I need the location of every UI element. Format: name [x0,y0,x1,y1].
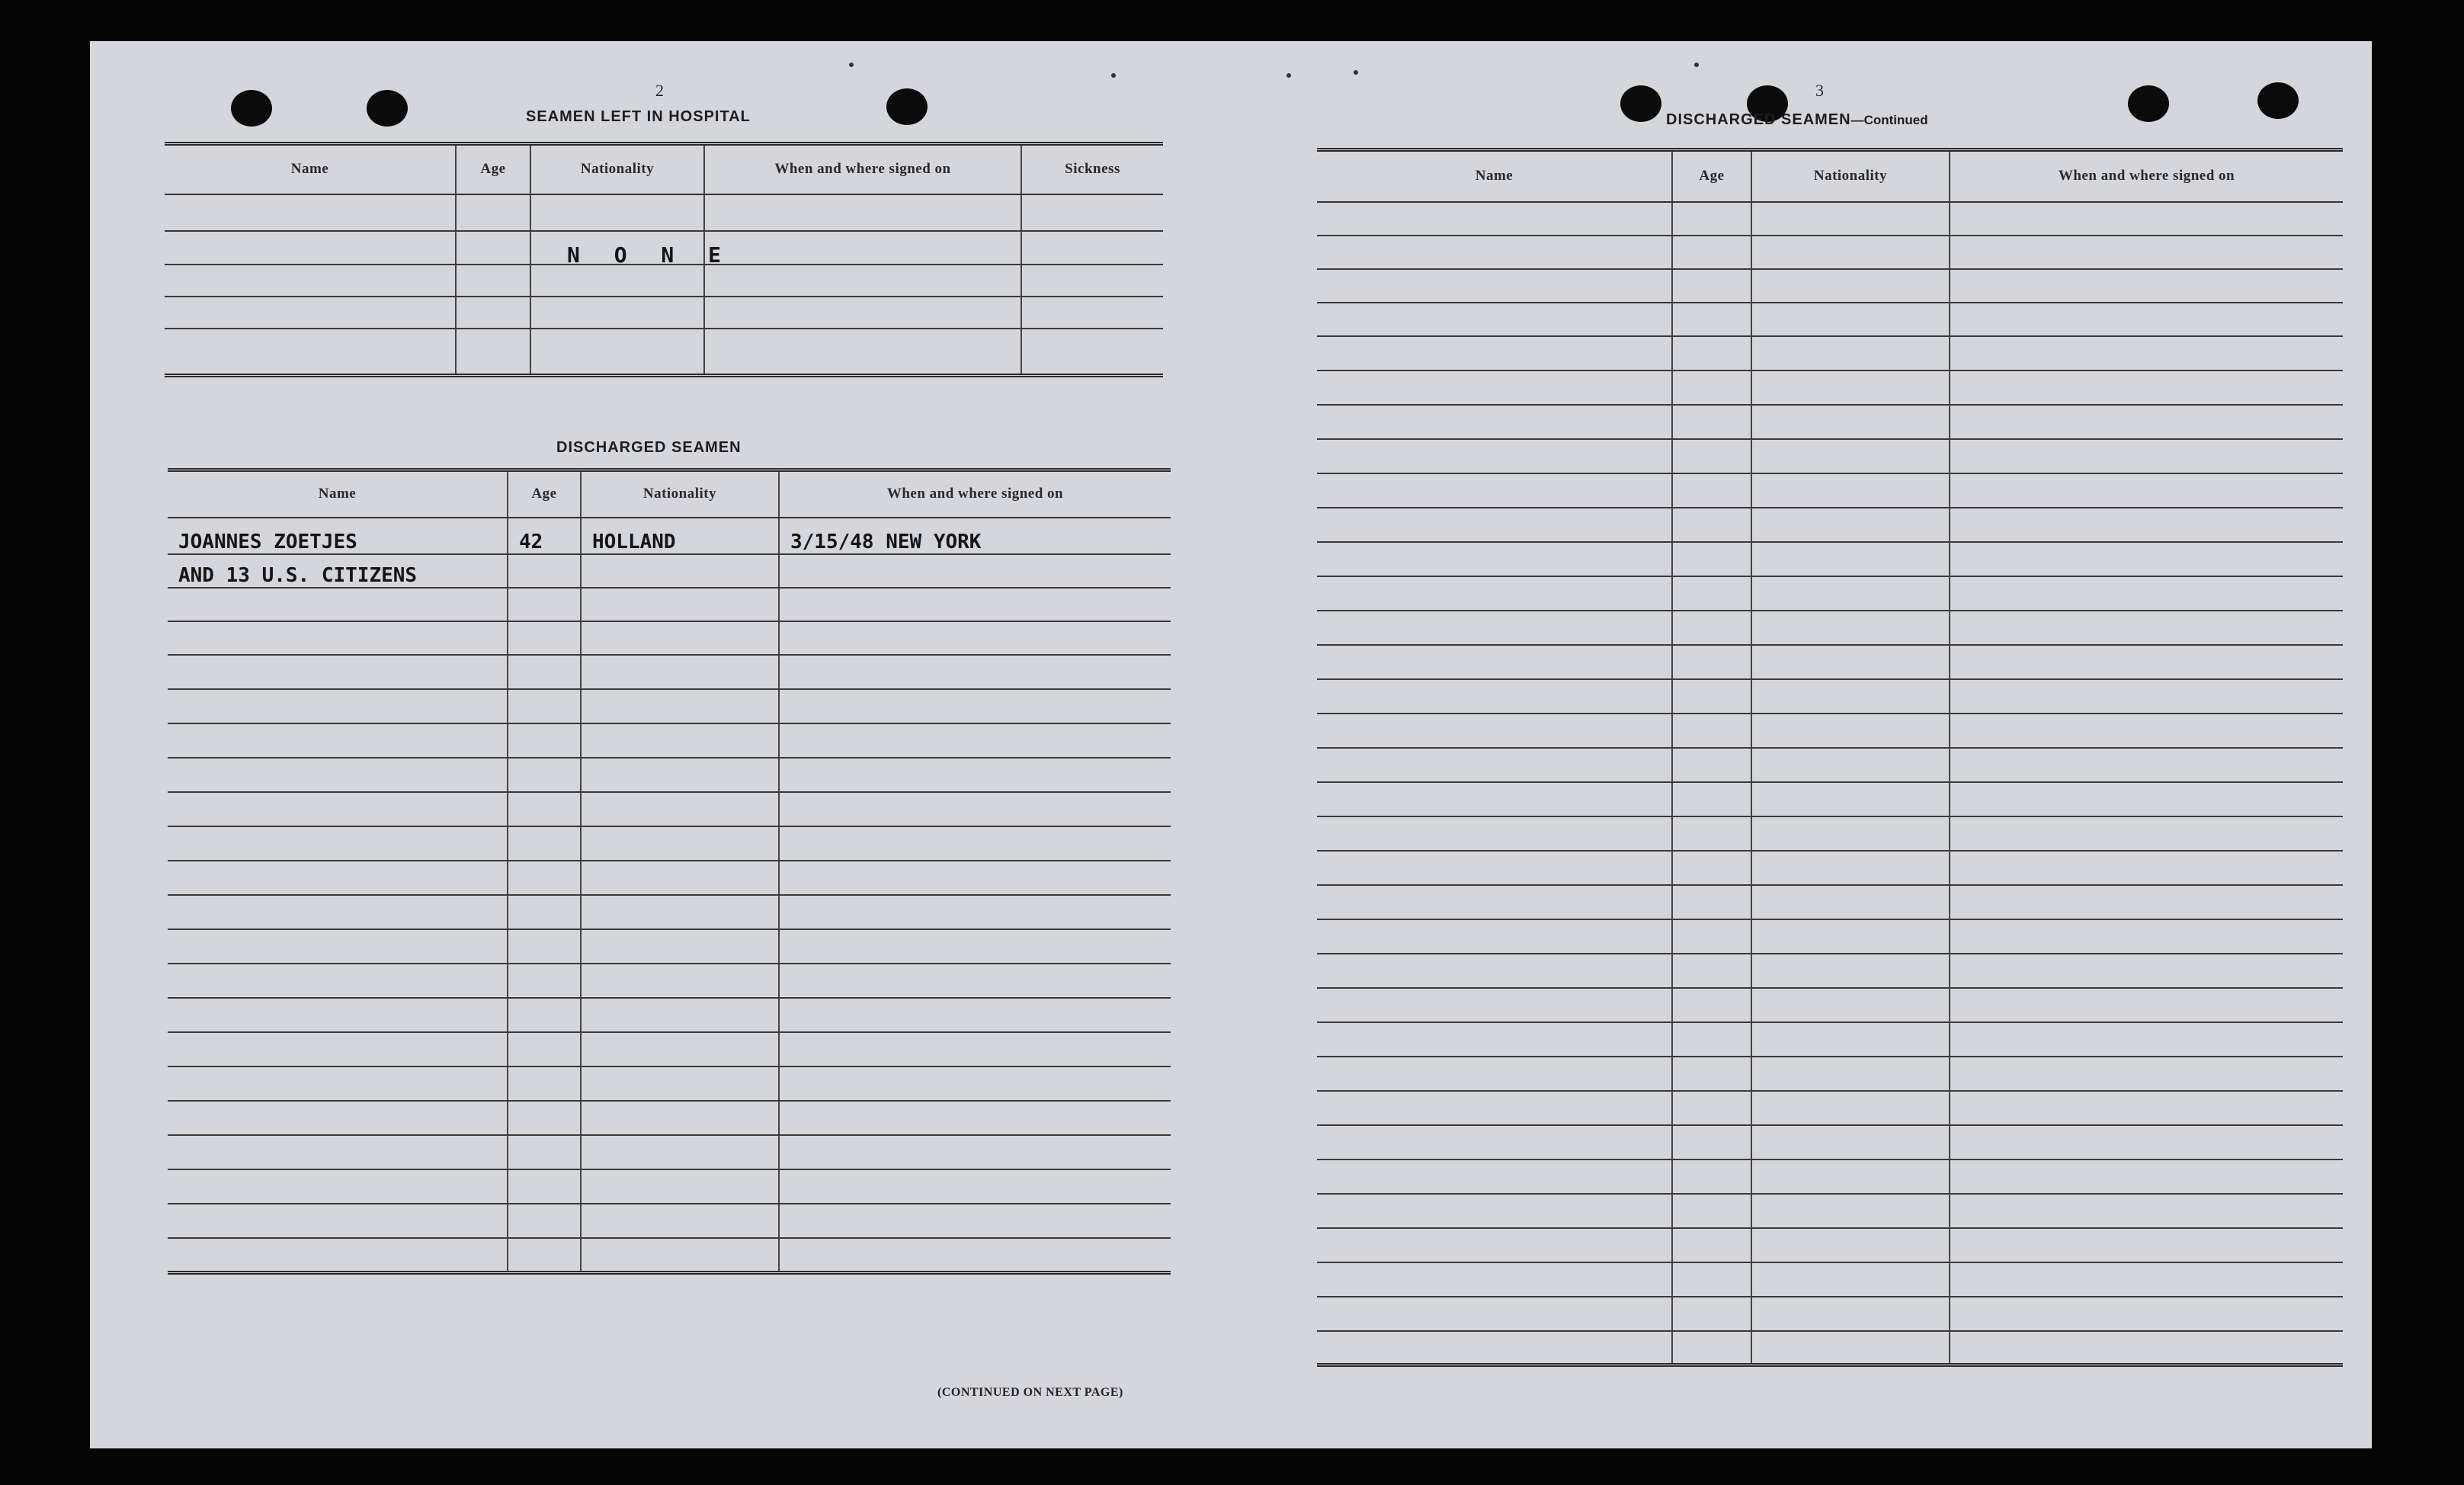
table-row [1317,1228,2343,1262]
table-row [168,1169,1171,1204]
table-row [168,998,1171,1032]
table-row [168,929,1171,964]
table-row [168,1135,1171,1169]
col-nationality: Nationality [1751,150,1950,202]
table-row [1317,336,2343,370]
punch-hole [886,88,928,125]
table-row [1317,1297,2343,1331]
table-row [168,588,1171,621]
title-main: DISCHARGED SEAMEN [1666,111,1851,128]
row-signed-on [779,554,1171,588]
page-number-left: 2 [655,81,664,100]
table-row [168,1238,1171,1273]
col-age: Age [1672,150,1751,202]
table-row [1317,269,2343,303]
table-row [1317,236,2343,269]
speck [1111,73,1116,78]
table-row [1317,782,2343,816]
table-row [165,265,1163,297]
speck [1354,70,1358,75]
col-sickness: Sickness [1021,144,1163,194]
table-row [1317,679,2343,714]
table-row [1317,303,2343,336]
row-name: AND 13 U.S. CITIZENS [168,554,508,588]
discharged-continued-title [1666,111,1928,129]
table-row [168,1101,1171,1135]
punch-hole [2257,82,2299,119]
table-row [168,792,1171,826]
table-row [165,194,1163,231]
table-row [1317,1057,2343,1091]
table-row [1317,202,2343,236]
table-row [1317,1022,2343,1057]
table-row [168,621,1171,655]
table-row [1317,1194,2343,1228]
col-nationality: Nationality [530,144,704,194]
title-sub: —Continued [1850,113,1928,127]
col-age: Age [508,470,581,518]
table-row [1317,439,2343,473]
table-row [168,723,1171,758]
table-row [1317,1159,2343,1194]
table-row [1317,542,2343,576]
table-row [168,1066,1171,1101]
discharged-continued-table [1317,148,2343,1367]
table-row [1317,714,2343,748]
table-row [168,689,1171,723]
table-row [168,1032,1171,1066]
hospital-section-title: SEAMEN LEFT IN HOSPITAL [526,108,751,125]
continued-note: (CONTINUED ON NEXT PAGE) [937,1386,1123,1399]
table-row [1317,370,2343,405]
punch-hole [231,90,272,127]
table-row [168,554,1171,588]
table-row [168,895,1171,929]
col-signed-on: When and where signed on [1950,150,2343,202]
col-signed-on: When and where signed on [704,144,1021,194]
table-row [168,964,1171,998]
speck [1286,73,1291,78]
table-row [1317,954,2343,988]
table-row [1317,1331,2343,1365]
table-row [1317,1091,2343,1125]
table-row [1317,851,2343,885]
punch-hole [2128,85,2169,122]
page-number-right: 3 [1815,81,1824,100]
col-signed-on: When and where signed on [779,470,1171,518]
none-entry: N O N E [567,242,732,268]
table-row [165,297,1163,329]
table-row [168,1204,1171,1238]
row-nationality: HOLLAND [581,518,779,554]
row-name: JOANNES ZOETJES [168,518,508,554]
discharged-table [168,468,1171,1275]
table-row [1317,919,2343,954]
table-row [168,826,1171,861]
table-row [1317,611,2343,645]
table-row [1317,816,2343,851]
table-row [1317,1262,2343,1297]
discharged-section-title: DISCHARGED SEAMEN [556,439,742,456]
table-row [1317,748,2343,782]
table-row [168,518,1171,554]
col-age: Age [456,144,530,194]
col-name: Name [1317,150,1672,202]
col-name: Name [165,144,456,194]
table-row [1317,1125,2343,1159]
row-signed-on: 3/15/48 NEW YORK [779,518,1171,554]
table-row [168,655,1171,689]
table-row [1317,405,2343,439]
col-nationality: Nationality [581,470,779,518]
table-row [1317,508,2343,542]
table-row [1317,885,2343,919]
table-row [168,861,1171,895]
speck [849,63,854,67]
punch-hole [1620,85,1661,122]
table-row [1317,988,2343,1022]
ledger-sheet [90,41,2372,1448]
row-age [508,554,581,588]
row-age: 42 [508,518,581,554]
table-row [1317,473,2343,508]
table-row [1317,576,2343,611]
speck [1694,63,1699,67]
table-row [165,329,1163,376]
punch-hole [367,90,408,127]
table-row [168,758,1171,792]
col-name: Name [168,470,508,518]
table-row [1317,645,2343,679]
row-nationality [581,554,779,588]
